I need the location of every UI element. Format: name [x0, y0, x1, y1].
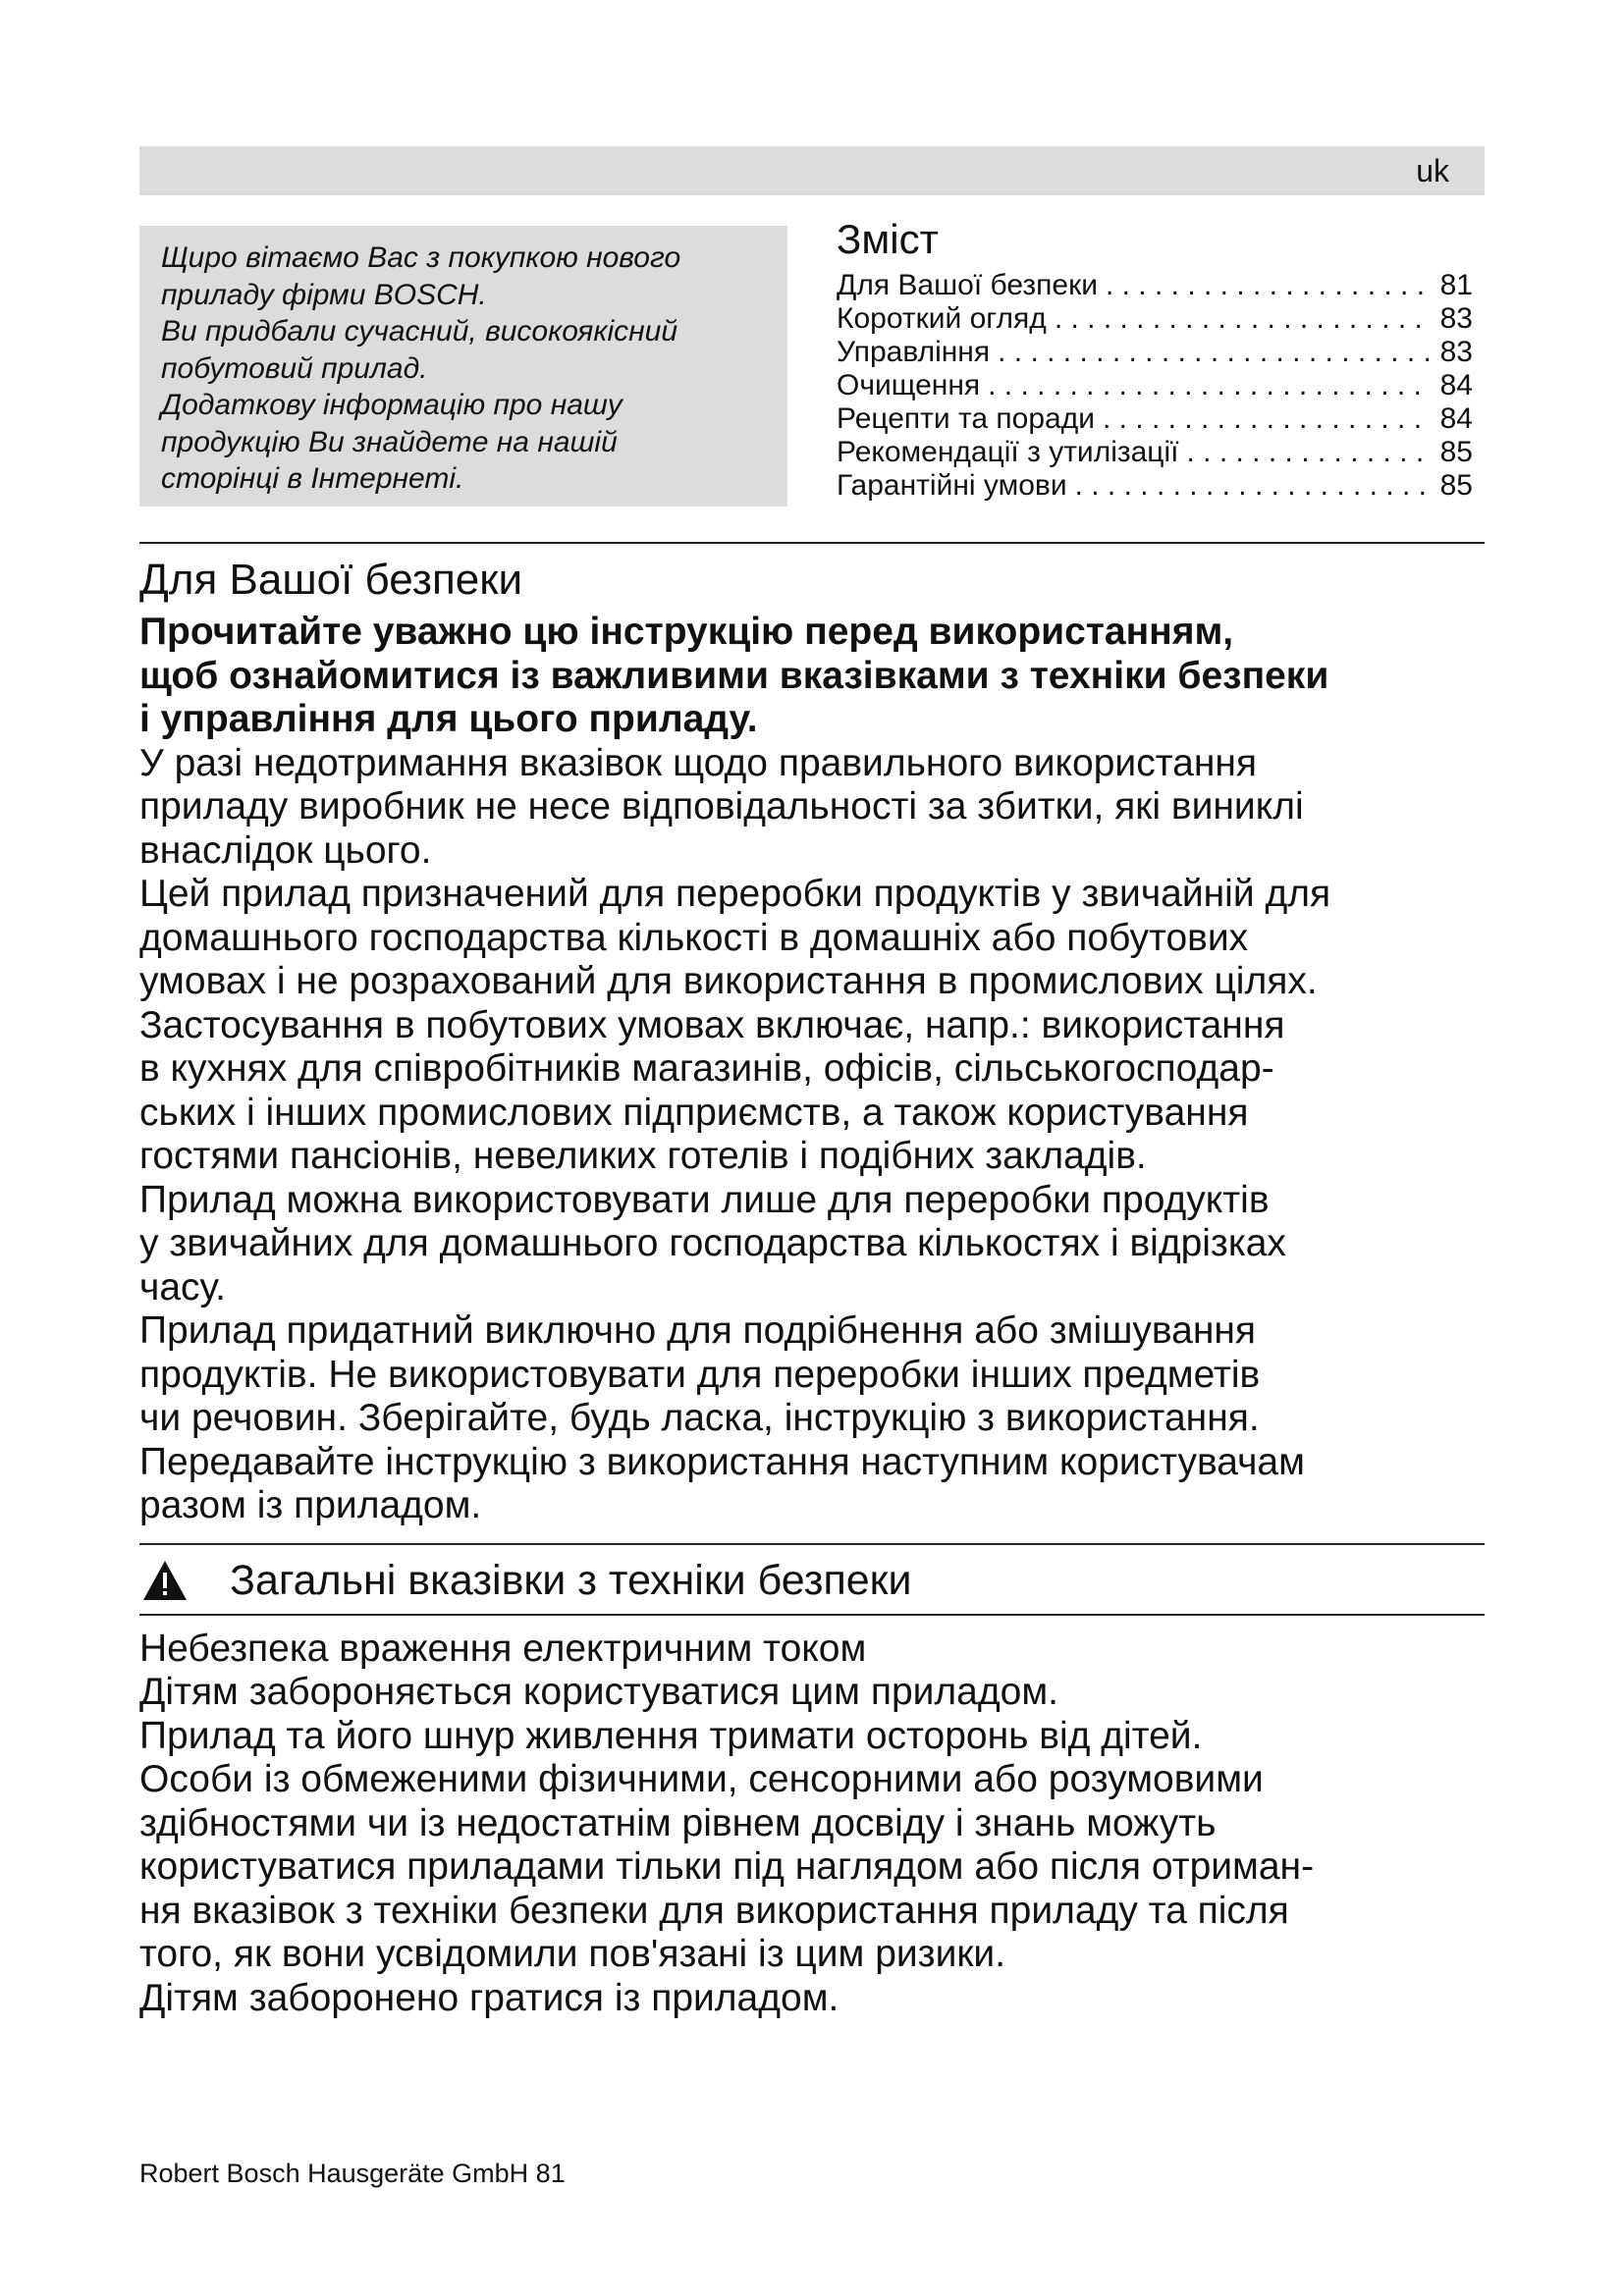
warning-triangle-icon	[141, 1559, 189, 1602]
safety-section	[139, 556, 1494, 1528]
body-line: Прилад та його шнур живлення тримати осторонь від дітей.	[139, 1714, 1203, 1757]
toc-entry-page: 83	[1439, 336, 1473, 368]
contents-title: Зміст	[837, 216, 939, 262]
safety-lead-paragraph	[139, 611, 1494, 742]
toc-entry-operation[interactable]	[837, 336, 1473, 369]
toc-entry-label: Короткий огляд	[837, 302, 1047, 335]
toc-entry-label: Рекомендації з утилізації	[837, 436, 1179, 468]
welcome-line: Додаткову інформацію про нашу	[161, 389, 623, 421]
toc-entry-page: 84	[1439, 402, 1473, 435]
toc-leader-dots	[1047, 302, 1432, 336]
body-line: Прилад можна використовувати лише для переробки продуктів	[139, 1178, 1270, 1221]
body-line: користуватися приладами тільки під наглядом або після отриман-	[139, 1845, 1315, 1888]
body-line: разом із приладом.	[139, 1484, 482, 1526]
welcome-line: Щиро вітаємо Вас з покупкою нового	[161, 241, 681, 274]
toc-leader-dots	[1067, 469, 1432, 503]
toc-entry-disposal[interactable]	[837, 436, 1473, 469]
toc-entry-label: Рецепти та поради	[837, 402, 1095, 435]
body-line: внаслідок цього.	[139, 828, 432, 872]
welcome-line: приладу фірми BOSCH.	[161, 278, 487, 311]
body-line: в кухнях для співробітників магазинів, офісів, сільськогосподар-	[139, 1047, 1274, 1090]
body-line: Передавайте інструкцію з використання наступним користувачам	[139, 1440, 1305, 1483]
page-footer: Robert Bosch Hausgeräte GmbH 81	[139, 2159, 566, 2188]
toc-entry-page: 81	[1439, 269, 1473, 301]
toc-entry-page: 85	[1439, 436, 1473, 468]
body-line: ня вказівок з техніки безпеки для використання приладу та після	[139, 1889, 1289, 1932]
body-line: Прилад придатний виключно для подрібнення або змішування	[139, 1309, 1257, 1352]
welcome-box	[139, 226, 787, 507]
toc-entry-page: 85	[1439, 469, 1473, 502]
toc-entry-safety[interactable]	[837, 269, 1473, 302]
toc-entry-cleaning[interactable]	[837, 369, 1473, 402]
welcome-line: Ви придбали сучасний, високоякісний	[161, 315, 678, 347]
body-line: гостями пансіонів, невеликих готелів і подібних закладів.	[139, 1135, 1147, 1177]
electric-shock-title: Небезпека враження електричним током	[139, 1628, 867, 1670]
welcome-line: сторінці в Інтернеті.	[161, 462, 464, 495]
body-line: Дітям забороняється користуватися цим приладом.	[139, 1671, 1058, 1713]
toc-leader-dots	[990, 336, 1432, 369]
toc-entry-overview[interactable]	[837, 302, 1473, 336]
section-title: Для Вашої безпеки	[139, 556, 523, 604]
body-line: часу.	[139, 1265, 226, 1308]
toc-entry-label: Для Вашої безпеки	[837, 269, 1098, 301]
body-line: умовах і не розрахований для використання в промислових цілях.	[139, 960, 1318, 1002]
safety-body-text	[139, 742, 1494, 1528]
language-header-bar	[139, 146, 1485, 195]
body-line: того, як вони усвідомили пов'язані із цим ризики.	[139, 1933, 1006, 1975]
lead-line: і управління для цього приладу.	[139, 698, 758, 740]
general-safety-title: Загальні вказівки з техніки безпеки	[230, 1557, 912, 1604]
body-line: продуктів. Не використовувати для переробки інших предметів	[139, 1353, 1261, 1396]
electric-shock-section	[139, 1628, 1494, 2020]
toc-entry-label: Гарантійні умови	[837, 469, 1067, 502]
toc-leader-dots	[1179, 436, 1433, 469]
body-line: у звичайних для домашнього господарства кількостях і відрізках	[139, 1222, 1286, 1264]
toc-entry-warranty[interactable]	[837, 469, 1473, 503]
body-line: Цей прилад призначений для переробки продуктів у звичайній для	[139, 873, 1331, 915]
table-of-contents	[837, 214, 1473, 503]
body-line: домашнього господарства кількості в домашніх або побутових	[139, 916, 1249, 959]
body-line: приладу виробник не несе відповідальності за збитки, які виниклі	[139, 785, 1304, 828]
body-line: У разі недотримання вказівок щодо правильного використання	[139, 741, 1258, 784]
body-line: здібностями чи із недостатнім рівнем досвіду і знань можуть	[139, 1801, 1217, 1844]
language-code: uk	[1416, 153, 1449, 188]
lead-line: щоб ознайомитися із важливими вказівками з техніки безпеки	[139, 654, 1329, 697]
body-line: чи речовин. Зберігайте, будь ласка, інструкцію з використання.	[139, 1397, 1260, 1439]
toc-entry-label: Очищення	[837, 369, 981, 401]
lead-line: Прочитайте уважно цю інструкцію перед використанням,	[139, 611, 1234, 653]
electric-shock-text	[139, 1671, 1494, 2020]
toc-leader-dots	[1098, 269, 1432, 302]
body-line: Застосування в побутових умовах включає, напр.: використання	[139, 1003, 1285, 1046]
toc-entry-recipes[interactable]	[837, 402, 1473, 436]
body-line: Особи із обмеженими фізичними, сенсорними або розумовими	[139, 1758, 1264, 1800]
toc-entry-page: 84	[1439, 369, 1473, 401]
welcome-line: побутовий прилад.	[161, 351, 428, 385]
welcome-line: продукцію Ви знайдете на нашій	[161, 425, 618, 458]
body-line: ських і інших промислових підприємств, а також користування	[139, 1091, 1249, 1134]
section-divider	[139, 542, 1485, 544]
toc-leader-dots	[980, 369, 1432, 402]
body-line: Дітям заборонено гратися із приладом.	[139, 1976, 839, 2019]
toc-entry-label: Управління	[837, 336, 991, 368]
toc-entry-page: 83	[1439, 302, 1473, 335]
general-safety-heading	[139, 1549, 1485, 1612]
section-divider	[139, 1543, 1485, 1545]
toc-leader-dots	[1095, 402, 1432, 436]
section-divider	[139, 1614, 1485, 1616]
